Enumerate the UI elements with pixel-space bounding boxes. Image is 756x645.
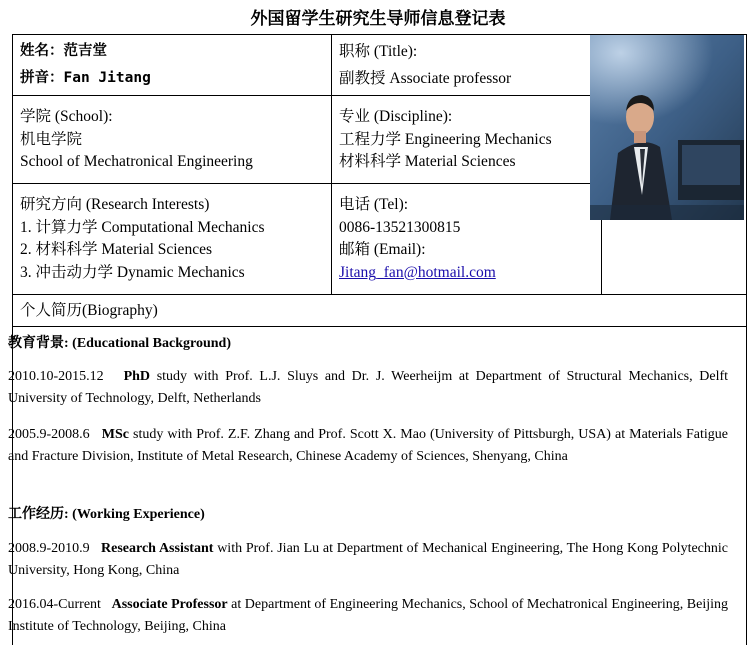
email-link[interactable]: Jitang_fan@hotmail.com <box>339 263 496 281</box>
name-cell <box>20 40 325 89</box>
entry-date: 2016.04-Current <box>8 597 101 612</box>
school-cell <box>20 106 330 174</box>
discipline-cell <box>339 106 601 174</box>
pinyin-line <box>20 67 325 90</box>
portrait-photo <box>590 35 744 220</box>
education-heading: 教育背景: (Educational Background) <box>8 336 231 351</box>
work-entry <box>8 538 728 582</box>
row-divider <box>12 294 746 295</box>
discipline-label: 专业 (Discipline): <box>339 108 453 125</box>
name-line <box>20 40 325 63</box>
tel-label: 电话 (Tel): <box>339 196 409 213</box>
entry-role: Research Assistant <box>101 541 214 556</box>
work-heading: 工作经历: (Working Experience) <box>8 507 205 522</box>
title-label: 职称 (Title): <box>339 43 418 60</box>
biography-label: 个人简历(Biography) <box>20 302 158 319</box>
research-item: 2. 材料科学 Material Sciences <box>20 241 212 258</box>
entry-date: 2010.10-2015.12 <box>8 369 104 384</box>
column-divider <box>331 35 332 294</box>
work-entry <box>8 594 728 638</box>
name-label: 姓名： <box>20 43 64 59</box>
title-cell <box>339 41 599 90</box>
entry-text: at Department of Engineering Mechanics, School of Mechatronical Engineering, Beijing Institute of Technology, Beijing, China <box>8 597 729 634</box>
education-entry <box>8 424 728 468</box>
entry-date: 2005.9-2008.6 <box>8 427 90 442</box>
row-divider <box>12 183 602 184</box>
name-value: 范吉堂 <box>63 43 107 59</box>
research-item: 1. 计算力学 Computational Mechanics <box>20 218 265 236</box>
entry-text: with Prof. Jian Lu at Department of Mechanical Engineering, The Hong Kong Polytechnic University, Hong Kong, China <box>8 541 728 578</box>
school-cn: 机电学院 <box>20 130 83 148</box>
tel-value: 0086-13521300815 <box>339 218 461 236</box>
title-value: 副教授 Associate professor <box>339 69 512 87</box>
document-title: 外国留学生研究生导师信息登记表 <box>250 9 506 29</box>
discipline-item: 材料科学 Material Sciences <box>339 153 516 170</box>
contact-cell <box>339 194 601 284</box>
school-label: 学院 (School): <box>20 108 113 125</box>
discipline-item: 工程力学 Engineering Mechanics <box>339 130 552 148</box>
research-label: 研究方向 (Research Interests) <box>20 196 210 213</box>
entry-role: Associate Professor <box>111 597 228 612</box>
entry-text: study with Prof. L.J. Sluys and Dr. J. Weerheijm at Department of Structural Mechanics, Delft University of Technology, Delft, Netherlands <box>8 369 729 406</box>
research-cell <box>20 194 330 284</box>
pinyin-label: 拼音： <box>20 69 64 86</box>
row-divider <box>12 326 746 327</box>
education-entry <box>8 366 728 410</box>
pinyin-value: Fan Jitang <box>63 69 151 86</box>
email-label: 邮箱 (Email): <box>339 241 426 258</box>
school-en: School of Mechatronical Engineering <box>20 153 253 170</box>
entry-degree: PhD <box>123 369 151 384</box>
entry-degree: MSc <box>101 427 129 442</box>
row-divider <box>12 95 602 96</box>
research-item: 3. 冲击动力学 Dynamic Mechanics <box>20 263 245 281</box>
entry-text: study with Prof. Z.F. Zhang and Prof. Scott X. Mao (University of Pittsburgh, USA) at Materials Fatigue and Fracture Division, Institute of Metal Research, Chinese Academy of Sciences, Shenyang, China <box>8 427 729 464</box>
entry-date: 2008.9-2010.9 <box>8 541 90 556</box>
